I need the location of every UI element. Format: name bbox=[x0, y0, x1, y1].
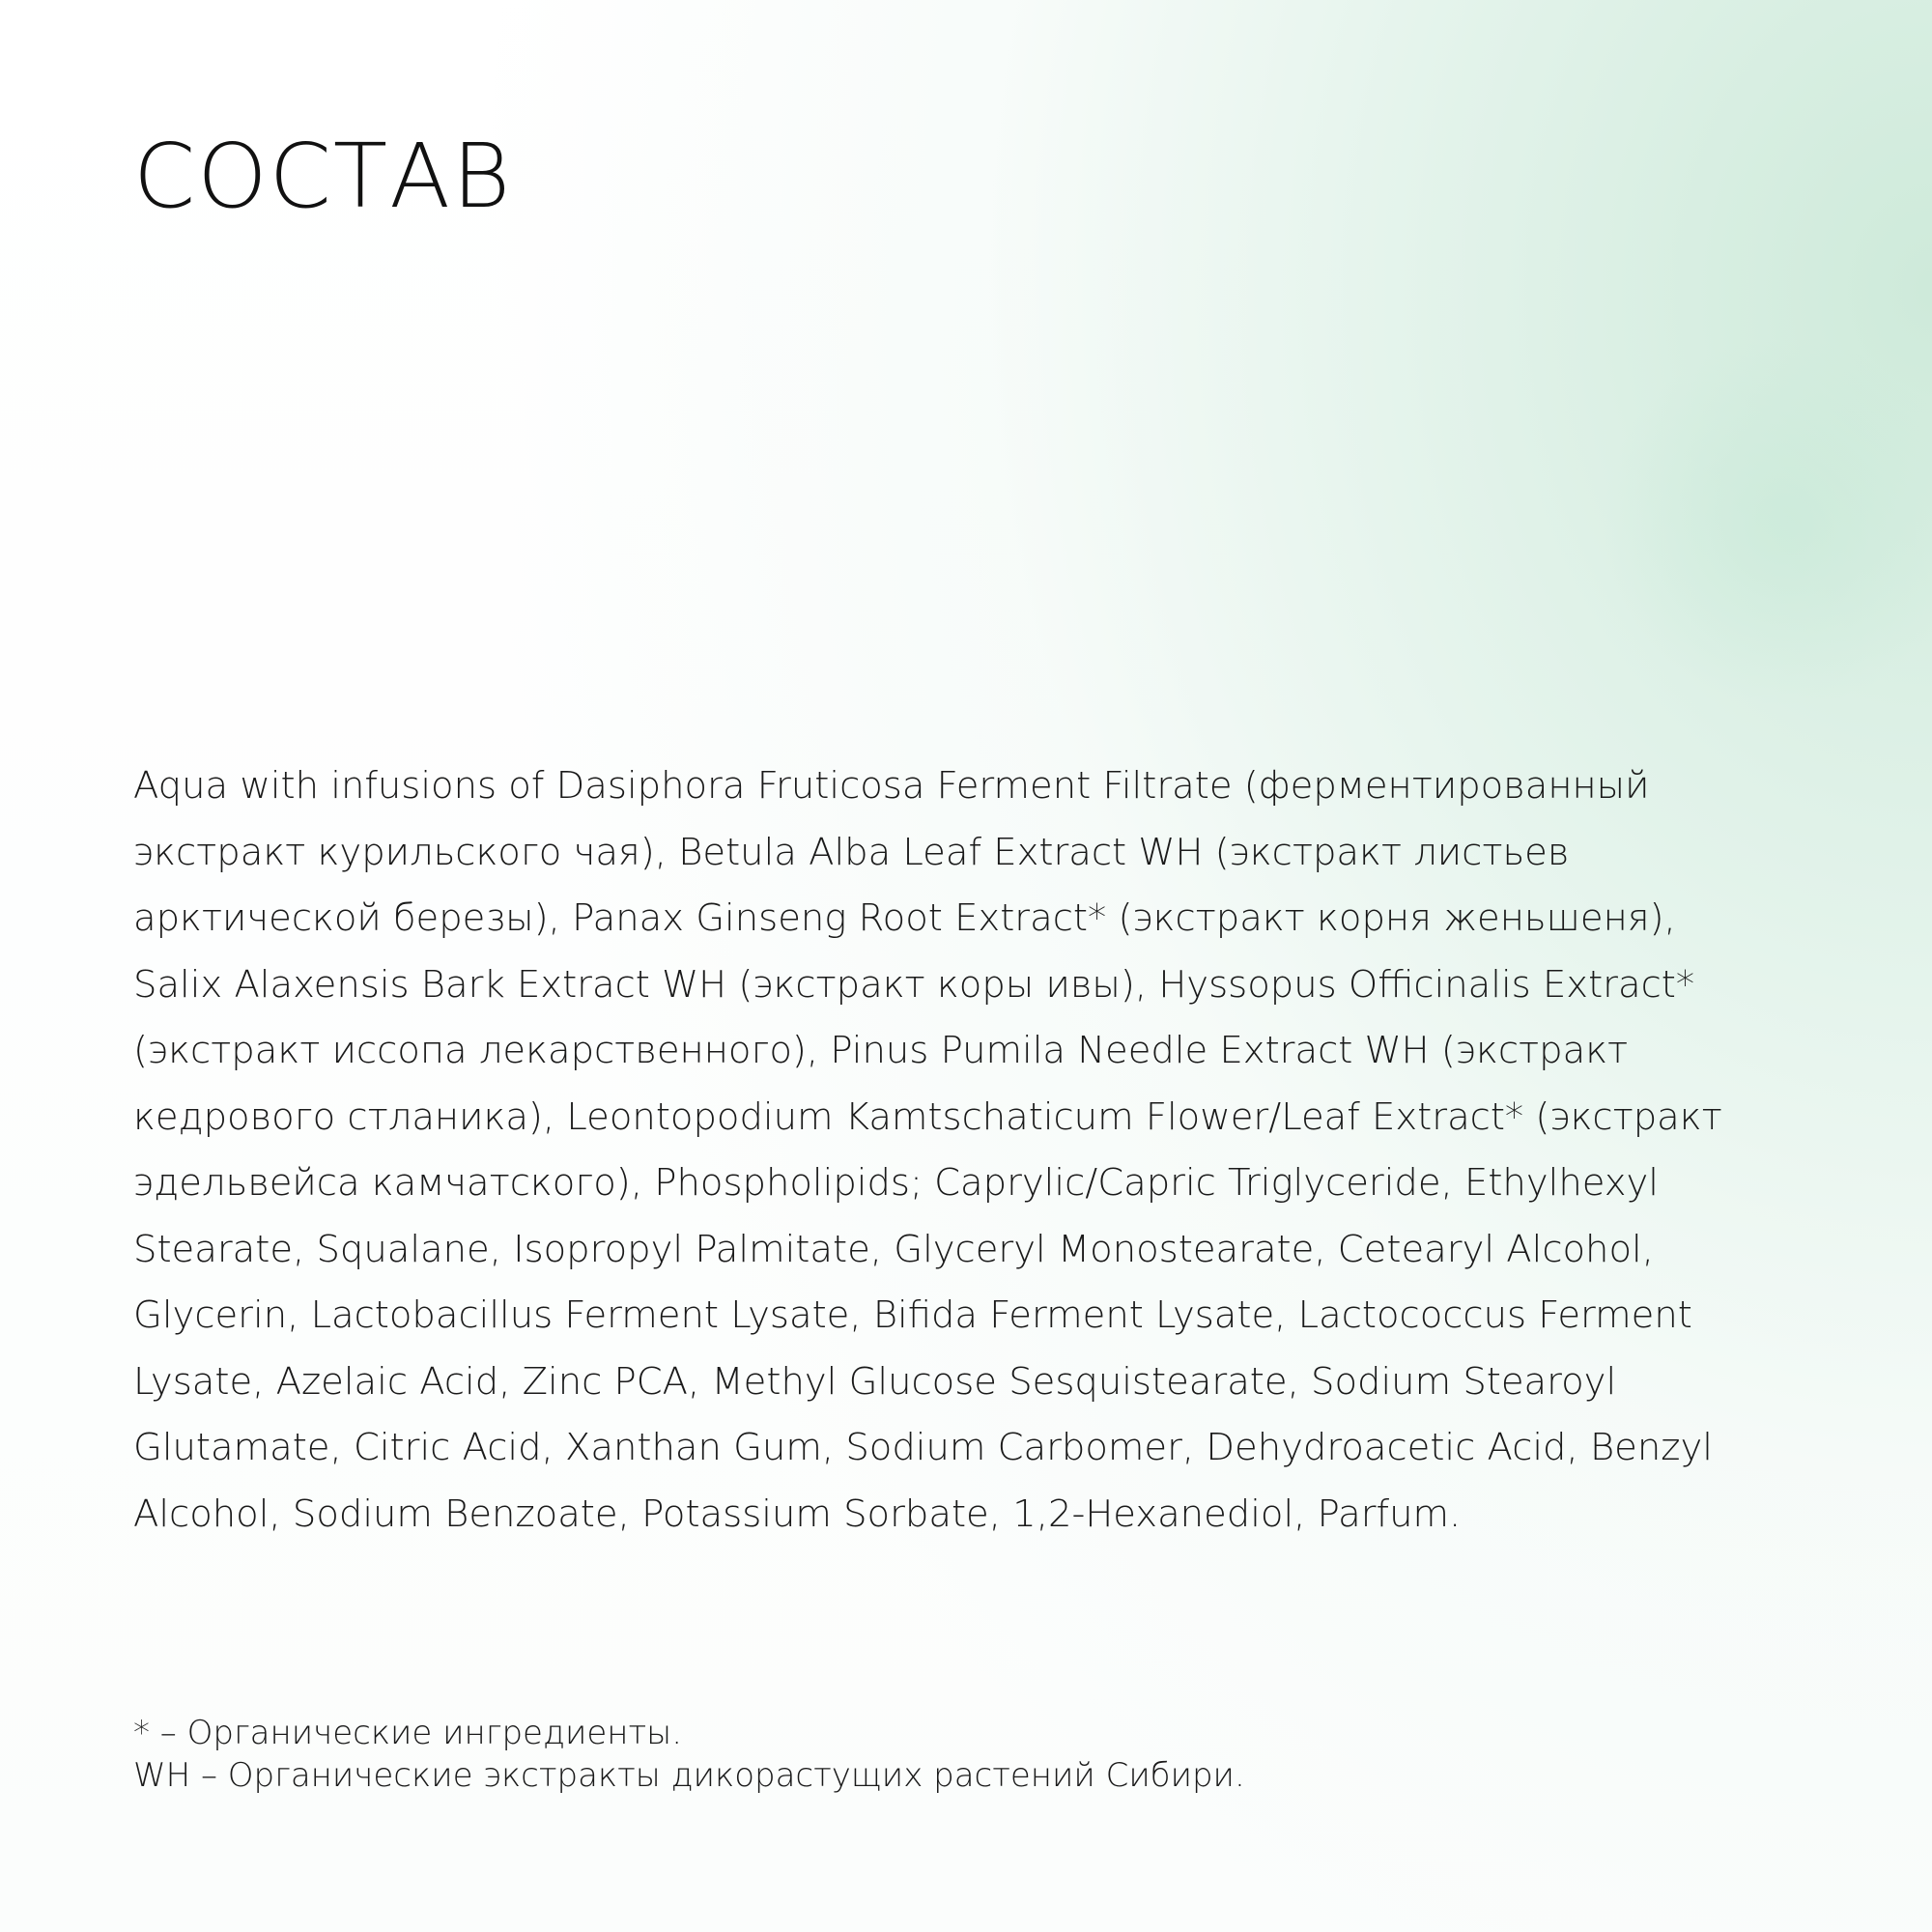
page-title: СОСТАВ bbox=[133, 125, 513, 228]
ingredients-list: Aqua with infusions of Dasiphora Fruticosa Ferment Filtrate (ферментированный экстракт курильского чая), Betula Alba Leaf Extract WH (экстракт листьев арктической березы), Panax Ginseng Root Extract* (экстракт корня женьшеня), Salix Alaxensis Bark Extract WH (экстракт коры ивы), Hyssopus Officinalis Extract* (экстракт иссопа лекарственного), Pinus Pumila Needle Extract WH (экстракт кедрового стланика), Leontopodium Kamtschaticum Flower/Leaf Extract* (экстракт эдельвейса камчатского), Phospholipids; Caprylic/Capric Triglyceride, Ethylhexyl Stearate, Squalane, Isopropyl Palmitate, Glyceryl Monostearate, Cetearyl Alcohol, Glycerin, Lactobacillus Ferment Lysate, Bifida Ferment Lysate, Lactococcus Ferment Lysate, Azelaic Acid, Zinc PCA, Methyl Glucose Sesquistearate, Sodium Stearoyl Glutamate, Citric Acid, Xanthan Gum, Sodium Carbomer, Dehydroacetic Acid, Benzyl Alcohol, Sodium Benzoate, Potassium Sorbate, 1,2-Hexanediol, Parfum. bbox=[133, 764, 1722, 1536]
footnotes bbox=[133, 1712, 1776, 1797]
wh-footnote: WH – Органические экстракты дикорастущих растений Сибири. bbox=[133, 1756, 1245, 1795]
organic-footnote: * – Органические ингредиенты. bbox=[133, 1714, 683, 1752]
